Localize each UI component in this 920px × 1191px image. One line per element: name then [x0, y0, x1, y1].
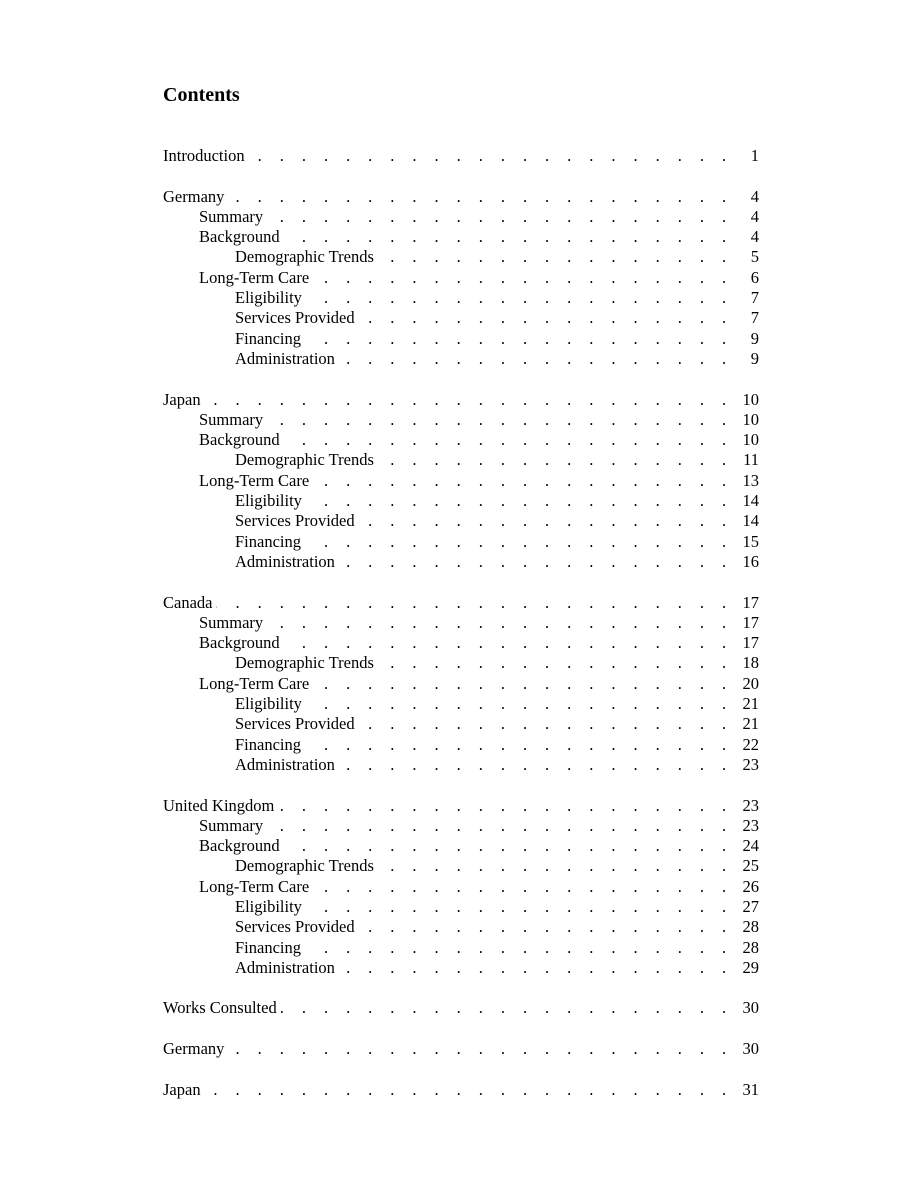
table-of-contents	[163, 146, 759, 1100]
toc-entry[interactable]	[163, 998, 759, 1018]
toc-entry[interactable]	[163, 816, 759, 836]
toc-entry[interactable]	[163, 471, 759, 491]
toc-entry[interactable]	[163, 633, 759, 653]
toc-entry-label: Background	[199, 633, 280, 653]
toc-entry-page-number: 21	[742, 714, 759, 734]
toc-entry-page-number: 23	[742, 754, 759, 774]
toc-dot-leader	[284, 633, 733, 653]
toc-entry[interactable]	[163, 958, 759, 978]
toc-entry-label: Administration	[235, 348, 335, 368]
toc-dot-leader	[339, 349, 733, 369]
toc-entry-page-number: 22	[742, 734, 759, 754]
toc-dot-leader	[378, 247, 733, 267]
toc-dot-leader	[339, 958, 733, 978]
toc-entry-page-number: 17	[742, 592, 759, 612]
toc-dot-leader	[339, 755, 733, 775]
toc-entry[interactable]	[163, 349, 759, 369]
toc-entry-page-number: 9	[750, 348, 759, 368]
toc-entry-label: Long-Term Care	[199, 267, 310, 287]
toc-dot-leader	[313, 268, 733, 288]
toc-entry[interactable]	[163, 674, 759, 694]
toc-entry-page-number: 17	[742, 633, 759, 653]
toc-entry[interactable]	[163, 938, 759, 958]
toc-entry-page-number: 27	[742, 896, 759, 916]
toc-dot-leader	[267, 207, 733, 227]
toc-entry-page-number: 24	[742, 836, 759, 856]
toc-entry[interactable]	[163, 552, 759, 572]
toc-entry-page-number: 30	[742, 1039, 759, 1059]
toc-entry-label: Financing	[235, 531, 301, 551]
toc-entry-page-number: 16	[742, 551, 759, 571]
toc-dot-leader	[306, 897, 733, 917]
toc-entry[interactable]	[163, 917, 759, 937]
toc-entry[interactable]	[163, 796, 759, 816]
toc-dot-leader	[216, 593, 733, 613]
toc-entry-page-number: 7	[750, 288, 759, 308]
toc-entry-label: Summary	[199, 409, 264, 429]
toc-entry[interactable]	[163, 613, 759, 633]
toc-dot-leader	[313, 674, 733, 694]
toc-entry[interactable]	[163, 877, 759, 897]
toc-entry-page-number: 23	[742, 795, 759, 815]
toc-entry-page-number: 10	[742, 430, 759, 450]
toc-entry-label: Eligibility	[235, 288, 302, 308]
toc-entry-page-number: 4	[750, 227, 759, 247]
toc-entry[interactable]	[163, 247, 759, 267]
toc-entry-page-number: 9	[750, 328, 759, 348]
toc-dot-leader	[284, 430, 733, 450]
toc-dot-leader	[249, 146, 733, 166]
toc-entry-label: Demographic Trends	[235, 653, 374, 673]
toc-entry-page-number: 11	[743, 450, 759, 470]
toc-entry-label: Administration	[235, 754, 335, 774]
toc-entry-label: Long-Term Care	[199, 876, 310, 896]
toc-entry-label: Canada	[163, 592, 213, 612]
toc-dot-leader	[228, 1039, 733, 1059]
toc-entry-page-number: 4	[750, 186, 759, 206]
toc-entry-page-number: 26	[742, 876, 759, 896]
toc-entry-page-number: 13	[742, 470, 759, 490]
toc-entry-label: Demographic Trends	[235, 450, 374, 470]
toc-entry-page-number: 20	[742, 673, 759, 693]
toc-entry-page-number: 10	[742, 389, 759, 409]
toc-dot-leader	[339, 552, 733, 572]
toc-dot-leader	[305, 735, 733, 755]
toc-dot-leader	[281, 998, 733, 1018]
toc-dot-leader	[378, 450, 733, 470]
toc-entry[interactable]	[163, 653, 759, 673]
toc-entry-label: Japan	[163, 389, 201, 409]
toc-entry-page-number: 28	[742, 937, 759, 957]
toc-dot-leader	[305, 532, 733, 552]
toc-entry-page-number: 31	[742, 1079, 759, 1099]
toc-entry-page-number: 1	[750, 146, 759, 165]
toc-entry-label: Background	[199, 227, 280, 247]
toc-entry-label: United Kingdom	[163, 795, 275, 815]
page-title: Contents	[163, 84, 240, 106]
toc-dot-leader	[284, 836, 733, 856]
toc-entry-label: Financing	[235, 937, 301, 957]
toc-entry[interactable]	[163, 714, 759, 734]
toc-entry-page-number: 29	[742, 957, 759, 977]
toc-dot-leader	[378, 856, 733, 876]
toc-entry-page-number: 7	[750, 308, 759, 328]
toc-entry-label: Germany	[163, 1039, 225, 1059]
toc-entry-label: Services Provided	[235, 714, 355, 734]
toc-dot-leader	[228, 187, 733, 207]
toc-dot-leader	[205, 1080, 733, 1100]
toc-entry[interactable]	[163, 187, 759, 207]
toc-entry[interactable]	[163, 410, 759, 430]
toc-dot-leader	[306, 491, 733, 511]
toc-dot-leader	[267, 816, 733, 836]
toc-entry-page-number: 15	[742, 531, 759, 551]
toc-entry-label: Demographic Trends	[235, 247, 374, 267]
toc-entry[interactable]	[163, 430, 759, 450]
toc-entry-label: Summary	[199, 206, 264, 226]
toc-dot-leader	[359, 714, 733, 734]
toc-entry-label: Summary	[199, 612, 264, 632]
toc-entry-page-number: 21	[742, 694, 759, 714]
toc-entry[interactable]	[163, 532, 759, 552]
toc-dot-leader	[278, 796, 733, 816]
toc-entry[interactable]	[163, 288, 759, 308]
toc-entry-page-number: 18	[742, 653, 759, 673]
toc-entry[interactable]	[163, 856, 759, 876]
toc-entry[interactable]	[163, 755, 759, 775]
toc-entry-label: Financing	[235, 734, 301, 754]
toc-entry[interactable]	[163, 146, 759, 166]
toc-entry-page-number: 25	[742, 856, 759, 876]
toc-dot-leader	[359, 308, 733, 328]
toc-entry[interactable]	[163, 511, 759, 531]
toc-entry[interactable]	[163, 390, 759, 410]
toc-dot-leader	[306, 288, 733, 308]
toc-entry-label: Eligibility	[235, 694, 302, 714]
toc-entry-page-number: 23	[742, 815, 759, 835]
toc-entry-label: Services Provided	[235, 511, 355, 531]
toc-entry-label: Services Provided	[235, 308, 355, 328]
toc-dot-leader	[359, 511, 733, 531]
toc-entry-page-number: 10	[742, 409, 759, 429]
toc-entry-page-number: 17	[742, 612, 759, 632]
toc-entry-label: Eligibility	[235, 896, 302, 916]
toc-entry-page-number: 28	[742, 917, 759, 937]
toc-entry-label: Long-Term Care	[199, 673, 310, 693]
toc-dot-leader	[205, 390, 733, 410]
toc-entry[interactable]	[163, 1039, 759, 1059]
toc-entry[interactable]	[163, 329, 759, 349]
toc-entry-label: Long-Term Care	[199, 470, 310, 490]
toc-dot-leader	[313, 471, 733, 491]
toc-entry[interactable]	[163, 450, 759, 470]
toc-entry-label: Administration	[235, 957, 335, 977]
toc-dot-leader	[313, 877, 733, 897]
toc-entry[interactable]	[163, 694, 759, 714]
toc-entry[interactable]	[163, 268, 759, 288]
toc-entry[interactable]	[163, 836, 759, 856]
toc-entry-label: Works Consulted	[163, 998, 277, 1018]
toc-entry-page-number: 14	[742, 511, 759, 531]
toc-dot-leader	[267, 613, 733, 633]
toc-dot-leader	[284, 227, 733, 247]
toc-dot-leader	[306, 694, 733, 714]
toc-entry[interactable]	[163, 207, 759, 227]
toc-entry-label: Financing	[235, 328, 301, 348]
toc-entry-label: Background	[199, 836, 280, 856]
toc-entry-label: Administration	[235, 551, 335, 571]
toc-dot-leader	[267, 410, 733, 430]
toc-entry[interactable]	[163, 308, 759, 328]
toc-entry[interactable]	[163, 491, 759, 511]
toc-dot-leader	[378, 653, 733, 673]
toc-dot-leader	[359, 917, 733, 937]
toc-entry[interactable]	[163, 1080, 759, 1100]
toc-entry-label: Japan	[163, 1079, 201, 1099]
toc-entry[interactable]	[163, 227, 759, 247]
toc-entry-page-number: 14	[742, 491, 759, 511]
toc-entry-label: Demographic Trends	[235, 856, 374, 876]
toc-entry-label: Introduction	[163, 146, 245, 165]
toc-entry-page-number: 4	[750, 206, 759, 226]
toc-entry[interactable]	[163, 897, 759, 917]
toc-entry-label: Background	[199, 430, 280, 450]
toc-entry-label: Germany	[163, 186, 225, 206]
toc-dot-leader	[305, 329, 733, 349]
toc-entry-label: Summary	[199, 815, 264, 835]
toc-entry[interactable]	[163, 735, 759, 755]
toc-entry-page-number: 30	[742, 998, 759, 1018]
toc-entry-page-number: 6	[750, 267, 759, 287]
toc-entry-page-number: 5	[750, 247, 759, 267]
toc-entry-label: Eligibility	[235, 491, 302, 511]
toc-entry[interactable]	[163, 593, 759, 613]
toc-entry-label: Services Provided	[235, 917, 355, 937]
toc-dot-leader	[305, 938, 733, 958]
